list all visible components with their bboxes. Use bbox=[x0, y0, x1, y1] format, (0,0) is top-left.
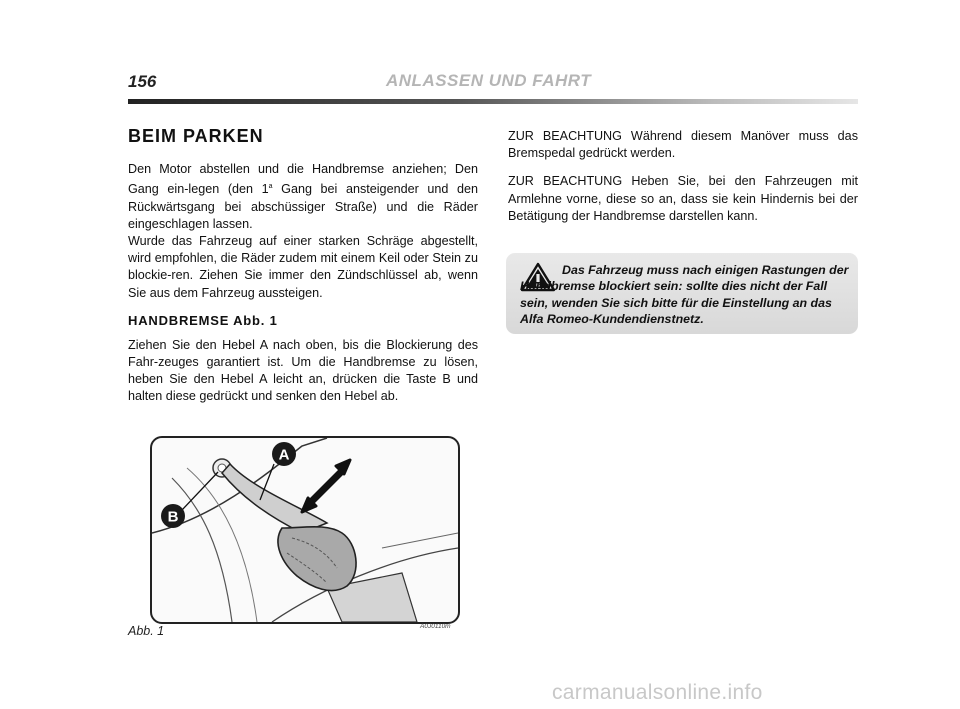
handbrake-lever bbox=[222, 464, 356, 591]
figure-handbrake bbox=[150, 436, 460, 624]
left-column bbox=[128, 126, 478, 406]
callout-line-b bbox=[182, 472, 218, 510]
watermark: carmanualsonline.info bbox=[552, 681, 763, 704]
paragraph-parking-text-a: Den Motor abstellen und die Handbremse anziehen; Den Gang ein-legen (den 1 bbox=[128, 162, 478, 197]
warning-text-body: Das Fahrzeug muss nach einigen Rastungen der Handbremse blockiert sein: sollte dies nicht der Fall sein, wenden Sie sich bitte für die Einstellung an das Alfa Romeo-Kundendienstnetz. bbox=[520, 263, 849, 326]
figure-code: A0J0110m bbox=[420, 623, 451, 630]
section-title: BEIM PARKEN bbox=[128, 126, 264, 146]
callout-a-label: A bbox=[278, 446, 290, 464]
note-armrest: ZUR BEACHTUNG Heben Sie, bei den Fahrzeugen mit Armlehne vorne, diese so an, dass sie kein Hindernis bei der Betätigung der Handbremse darstellen kann. bbox=[508, 174, 858, 223]
figure-caption: Abb. 1 bbox=[128, 624, 165, 638]
paragraph-parking-text-b: Gang bei ansteigender und den Rückwärtsgang bei abschüssiger Straße) und die Räder eingeschlagen lassen. bbox=[128, 182, 478, 231]
console-edge bbox=[382, 533, 458, 548]
header-rule bbox=[128, 99, 858, 104]
callout-b-label: B bbox=[167, 508, 179, 526]
paragraph-parking bbox=[128, 161, 478, 233]
warning-box bbox=[506, 253, 858, 334]
sub-title-handbrake: HANDBREMSE Abb. 1 bbox=[128, 312, 278, 328]
note-brake-pedal: ZUR BEACHTUNG Während diesem Manöver muss das Bremspedal gedrückt werden. bbox=[508, 129, 858, 161]
double-arrow-icon bbox=[302, 460, 350, 512]
handbrake-illustration bbox=[152, 438, 458, 622]
right-column bbox=[508, 128, 858, 225]
console-trim-left bbox=[172, 478, 232, 622]
paragraph-slope: Wurde das Fahrzeug auf einer starken Schräge abgestellt, wird empfohlen, die Räder zudem mit einem Keil oder Stein zu blockie-ren. Ziehen Sie immer den Zündschlüssel ab, wenn Sie aus dem Fahrzeug aussteigen. bbox=[128, 234, 478, 300]
paragraph-handbrake: Ziehen Sie den Hebel A nach oben, bis die Blockierung des Fahr-zeuges garantiert ist. Um die Handbremse zu lösen, heben Sie den Hebel A leicht an, drücken die Taste B und halten diese gedrückt und senken den Hebel ab. bbox=[128, 337, 478, 404]
warning-text bbox=[520, 262, 850, 327]
running-head: ANLASSEN UND FAHRT bbox=[386, 71, 592, 90]
superscript-a: a bbox=[268, 183, 273, 191]
page-number: 156 bbox=[128, 72, 157, 91]
